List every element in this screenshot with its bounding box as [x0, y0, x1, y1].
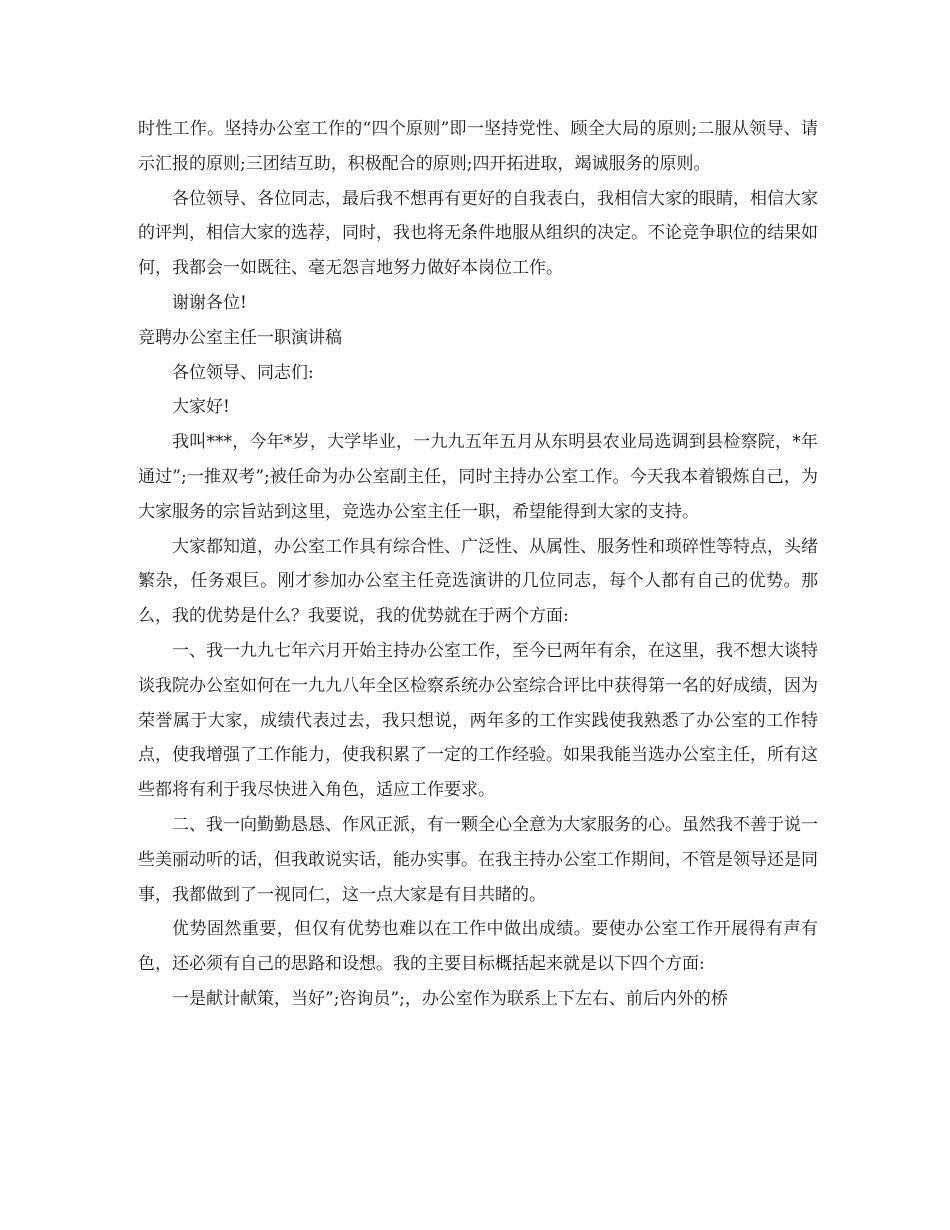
paragraph-goals: 优势固然重要，但仅有优势也难以在工作中做出成绩。要使办公室工作开展得有声有色，还必须有自己的思路和设想。我的主要目标概括起来就是以下四个方面: — [138, 919, 818, 975]
paragraph-goal-one: 一是献计献策，当好”;咨询员”;，办公室作为联系上下左右、前后内外的桥 — [172, 988, 728, 1009]
document-body — [138, 112, 818, 1017]
paragraph-point-two: 二、我一向勤勤恳恳、作风正派，有一颗全心全意为大家服务的心。虽然我不善于说一些美丽动听的话，但我敢说实话，能办实事。在我主持办公室工作期间，不管是领导还是同事，我都做到了一视同仁，这一点大家是有目共睹的。 — [138, 814, 818, 905]
paragraph-strengths: 大家都知道，办公室工作具有综合性、广泛性、从属性、服务性和琐碎性等特点，头绪繁杂，任务艰巨。刚才参加办公室主任竞选演讲的几位同志，每个人都有自己的优势。那么，我的优势是什么？我要说，我的优势就在于两个方面: — [138, 536, 818, 627]
paragraph-intro: 我叫***，今年*岁，大学毕业，一九九五年五月从东明县农业局选调到县检察院，*年通过”;一推双考”;被任命为办公室副主任，同时主持办公室工作。今天我本着锻炼自己，为大家服务的宗旨站到这里，竞选办公室主任一职，希望能得到大家的支持。 — [138, 432, 818, 522]
paragraph-point-one: 一、我一九九七年六月开始主持办公室工作，至今已两年有余，在这里，我不想大谈特谈我院办公室如何在一九九八年全区检察系统办公室综合评比中获得第一名的好成绩，因为荣誉属于大家，成绩代表过去，我只想说，两年多的工作实践使我熟悉了办公室的工作特点，使我增强了工作能力，使我积累了一定的工作经验。如果我能当选办公室主任，所有这些都将有利于我尽快进入角色，适应工作要求。 — [138, 640, 818, 801]
paragraph-3: 谢谢各位! — [172, 292, 247, 313]
section-title: 竞聘办公室主任一职演讲稿 — [138, 327, 342, 348]
paragraph-1: 时性工作。坚持办公室工作的“四个原则”即一坚持党性、顾全大局的原则;二服从领导、请示汇报的原则;三团结互助，积极配合的原则;四开拓进取，竭诚服务的原则。 — [138, 119, 818, 174]
paragraph-salutation: 各位领导、同志们: — [172, 362, 314, 383]
paragraph-2: 各位领导、各位同志，最后我不想再有更好的自我表白，我相信大家的眼睛，相信大家的评判，相信大家的选荐，同时，我也将无条件地服从组织的决定。不论竞争职位的结果如何，我都会一如既往、毫无怨言地努力做好本岗位工作。 — [138, 188, 818, 279]
paragraph-greeting: 大家好! — [172, 397, 230, 418]
